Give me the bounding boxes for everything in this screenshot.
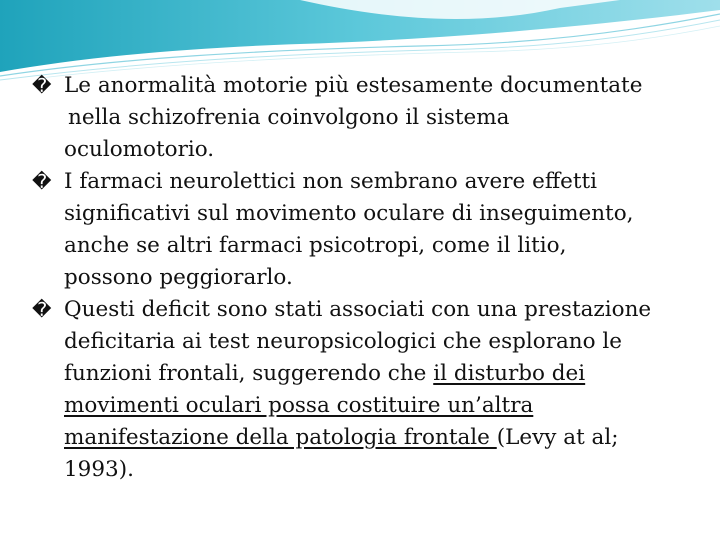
text-line [64,390,692,422]
text-line: I farmaci neurolettici non sembrano avere effetti [64,169,597,194]
text-line [64,358,692,390]
text-line: 1993). [64,457,134,482]
text-line [64,422,692,454]
bullet-paragraph-2 [32,166,692,294]
text-line: Le anormalità motorie più estesamente documentate [64,73,643,98]
bullet-glyph: � [32,75,52,97]
text-line: possono peggiorarlo. [64,265,293,290]
text-line: nella schizofrenia coinvolgono il sistema [68,105,510,130]
underlined-text: movimenti oculari possa costituire un’altra [64,393,534,418]
underlined-text: manifestazione della patologia frontale [64,425,497,450]
text-line: Questi deficit sono stati associati con una prestazione [64,297,652,322]
citation-text: (Levy at al; [496,425,619,450]
bullet-paragraph-1 [32,70,692,166]
slide-body [32,70,692,486]
text-line: deficitaria ai test neuropsicologici che esplorano le [64,329,623,354]
text-line: significativi sul movimento oculare di inseguimento, [64,201,634,226]
bullet-paragraph-3 [32,294,692,486]
bullet-glyph: � [32,299,52,321]
bullet-glyph: � [32,171,52,193]
text-segment: funzioni frontali, suggerendo che [64,361,434,386]
text-line: oculomotorio. [64,137,215,162]
underlined-text: il disturbo dei [433,361,586,386]
text-line: anche se altri farmaci psicotropi, come il litio, [64,233,567,258]
